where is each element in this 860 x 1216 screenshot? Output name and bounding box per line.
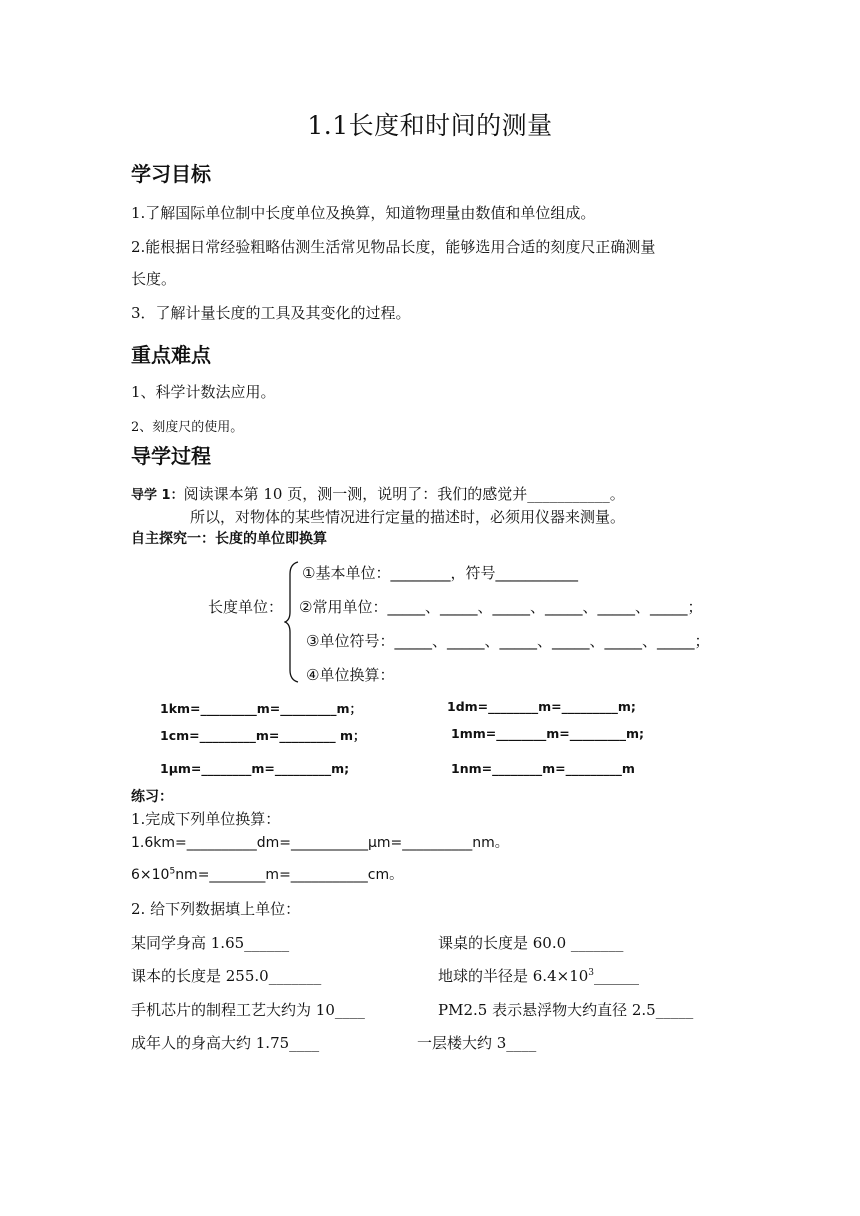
- guide-line-1: [131, 483, 625, 504]
- q2-right-2: [438, 965, 639, 986]
- q2-right-2-a: 地球的半径是 6.4×10: [438, 967, 589, 985]
- goal-item-1: 1.了解国际单位制中长度单位及换算，知道物理量由数值和单位组成。: [131, 204, 596, 222]
- goal-item-2-cont: 长度。: [131, 270, 177, 288]
- process-heading: 导学过程: [131, 444, 211, 468]
- q2-left-4: 成年人的身高大约 1.75____: [131, 1034, 320, 1052]
- units-row-2: ②常用单位：_____、_____、_____、_____、_____、_____；: [299, 598, 703, 616]
- q2-right-1: 课桌的长度是 60.0 _______: [438, 934, 624, 952]
- keys-heading: 重点难点: [131, 343, 211, 367]
- guide-line-2: 所以，对物体的某些情况进行定量的描述时，必须用仪器来测量。: [190, 508, 626, 526]
- page-title: 1.1长度和时间的测量: [307, 111, 553, 140]
- conv-dm: 1dm=________m=_________m;: [447, 699, 636, 714]
- conv-nm: 1nm=________m=_________m: [451, 761, 635, 776]
- guide-label: 导学 1：: [131, 488, 184, 503]
- q2-left-2: 课本的长度是 255.0_______: [131, 967, 322, 985]
- conv-km: 1km=_________m=_________m；: [160, 701, 363, 716]
- conv-mm: 1mm=________m=_________m;: [451, 726, 644, 741]
- units-row-3: ③单位符号：_____、_____、_____、_____、_____、_____；: [306, 632, 710, 650]
- q2-right-2-b: ______: [594, 967, 640, 985]
- q1-line-2-b: nm=________m=___________cm。: [175, 867, 404, 883]
- q2-right-4: 一层楼大约 3____: [417, 1034, 537, 1052]
- q1-line-2-exp: 5: [169, 866, 176, 877]
- goal-item-2: 2.能根据日常经验粗略估测生活常见物品长度，能够选用合适的刻度尺正确测量: [131, 238, 656, 256]
- q2-right-2-exp: 3: [588, 968, 595, 978]
- q1-line-1: 1.6km=__________dm=___________μm=__________nm。: [131, 835, 509, 851]
- brace-icon: [284, 560, 304, 684]
- guide-text: 阅读课本第 10 页，测一测，说明了：我们的感觉并___________。: [183, 485, 625, 503]
- q2-left-3: 手机芯片的制程工艺大约为 10____: [131, 1001, 365, 1019]
- units-row-1: ①基本单位：________，符号___________: [302, 564, 578, 582]
- units-label: 长度单位：: [208, 598, 284, 616]
- goal-item-3: 3．了解计量长度的工具及其变化的过程。: [131, 304, 411, 322]
- key-item-1: 1、科学计数法应用。: [131, 383, 276, 401]
- explore-title: 自主探究一：长度的单位即换算: [131, 531, 327, 547]
- conv-cm: 1cm=_________m=_________ m；: [160, 728, 366, 743]
- q2-left-1: 某同学身高 1.65______: [131, 934, 290, 952]
- q1-line-2: [131, 864, 403, 884]
- key-item-2: 2、刻度尺的使用。: [131, 420, 244, 435]
- practice-heading: 练习：: [131, 789, 173, 805]
- q1-line-2-a: 6×10: [131, 867, 170, 883]
- q1-title: 1.完成下列单位换算：: [131, 810, 281, 828]
- units-row-4: ④单位换算：: [306, 666, 395, 684]
- q2-right-3: PM2.5 表示悬浮物大约直径 2.5_____: [438, 1001, 694, 1019]
- goals-heading: 学习目标: [131, 162, 211, 186]
- q2-title: 2. 给下列数据填上单位：: [131, 900, 301, 918]
- conv-um: 1μm=________m=_________m;: [160, 761, 350, 776]
